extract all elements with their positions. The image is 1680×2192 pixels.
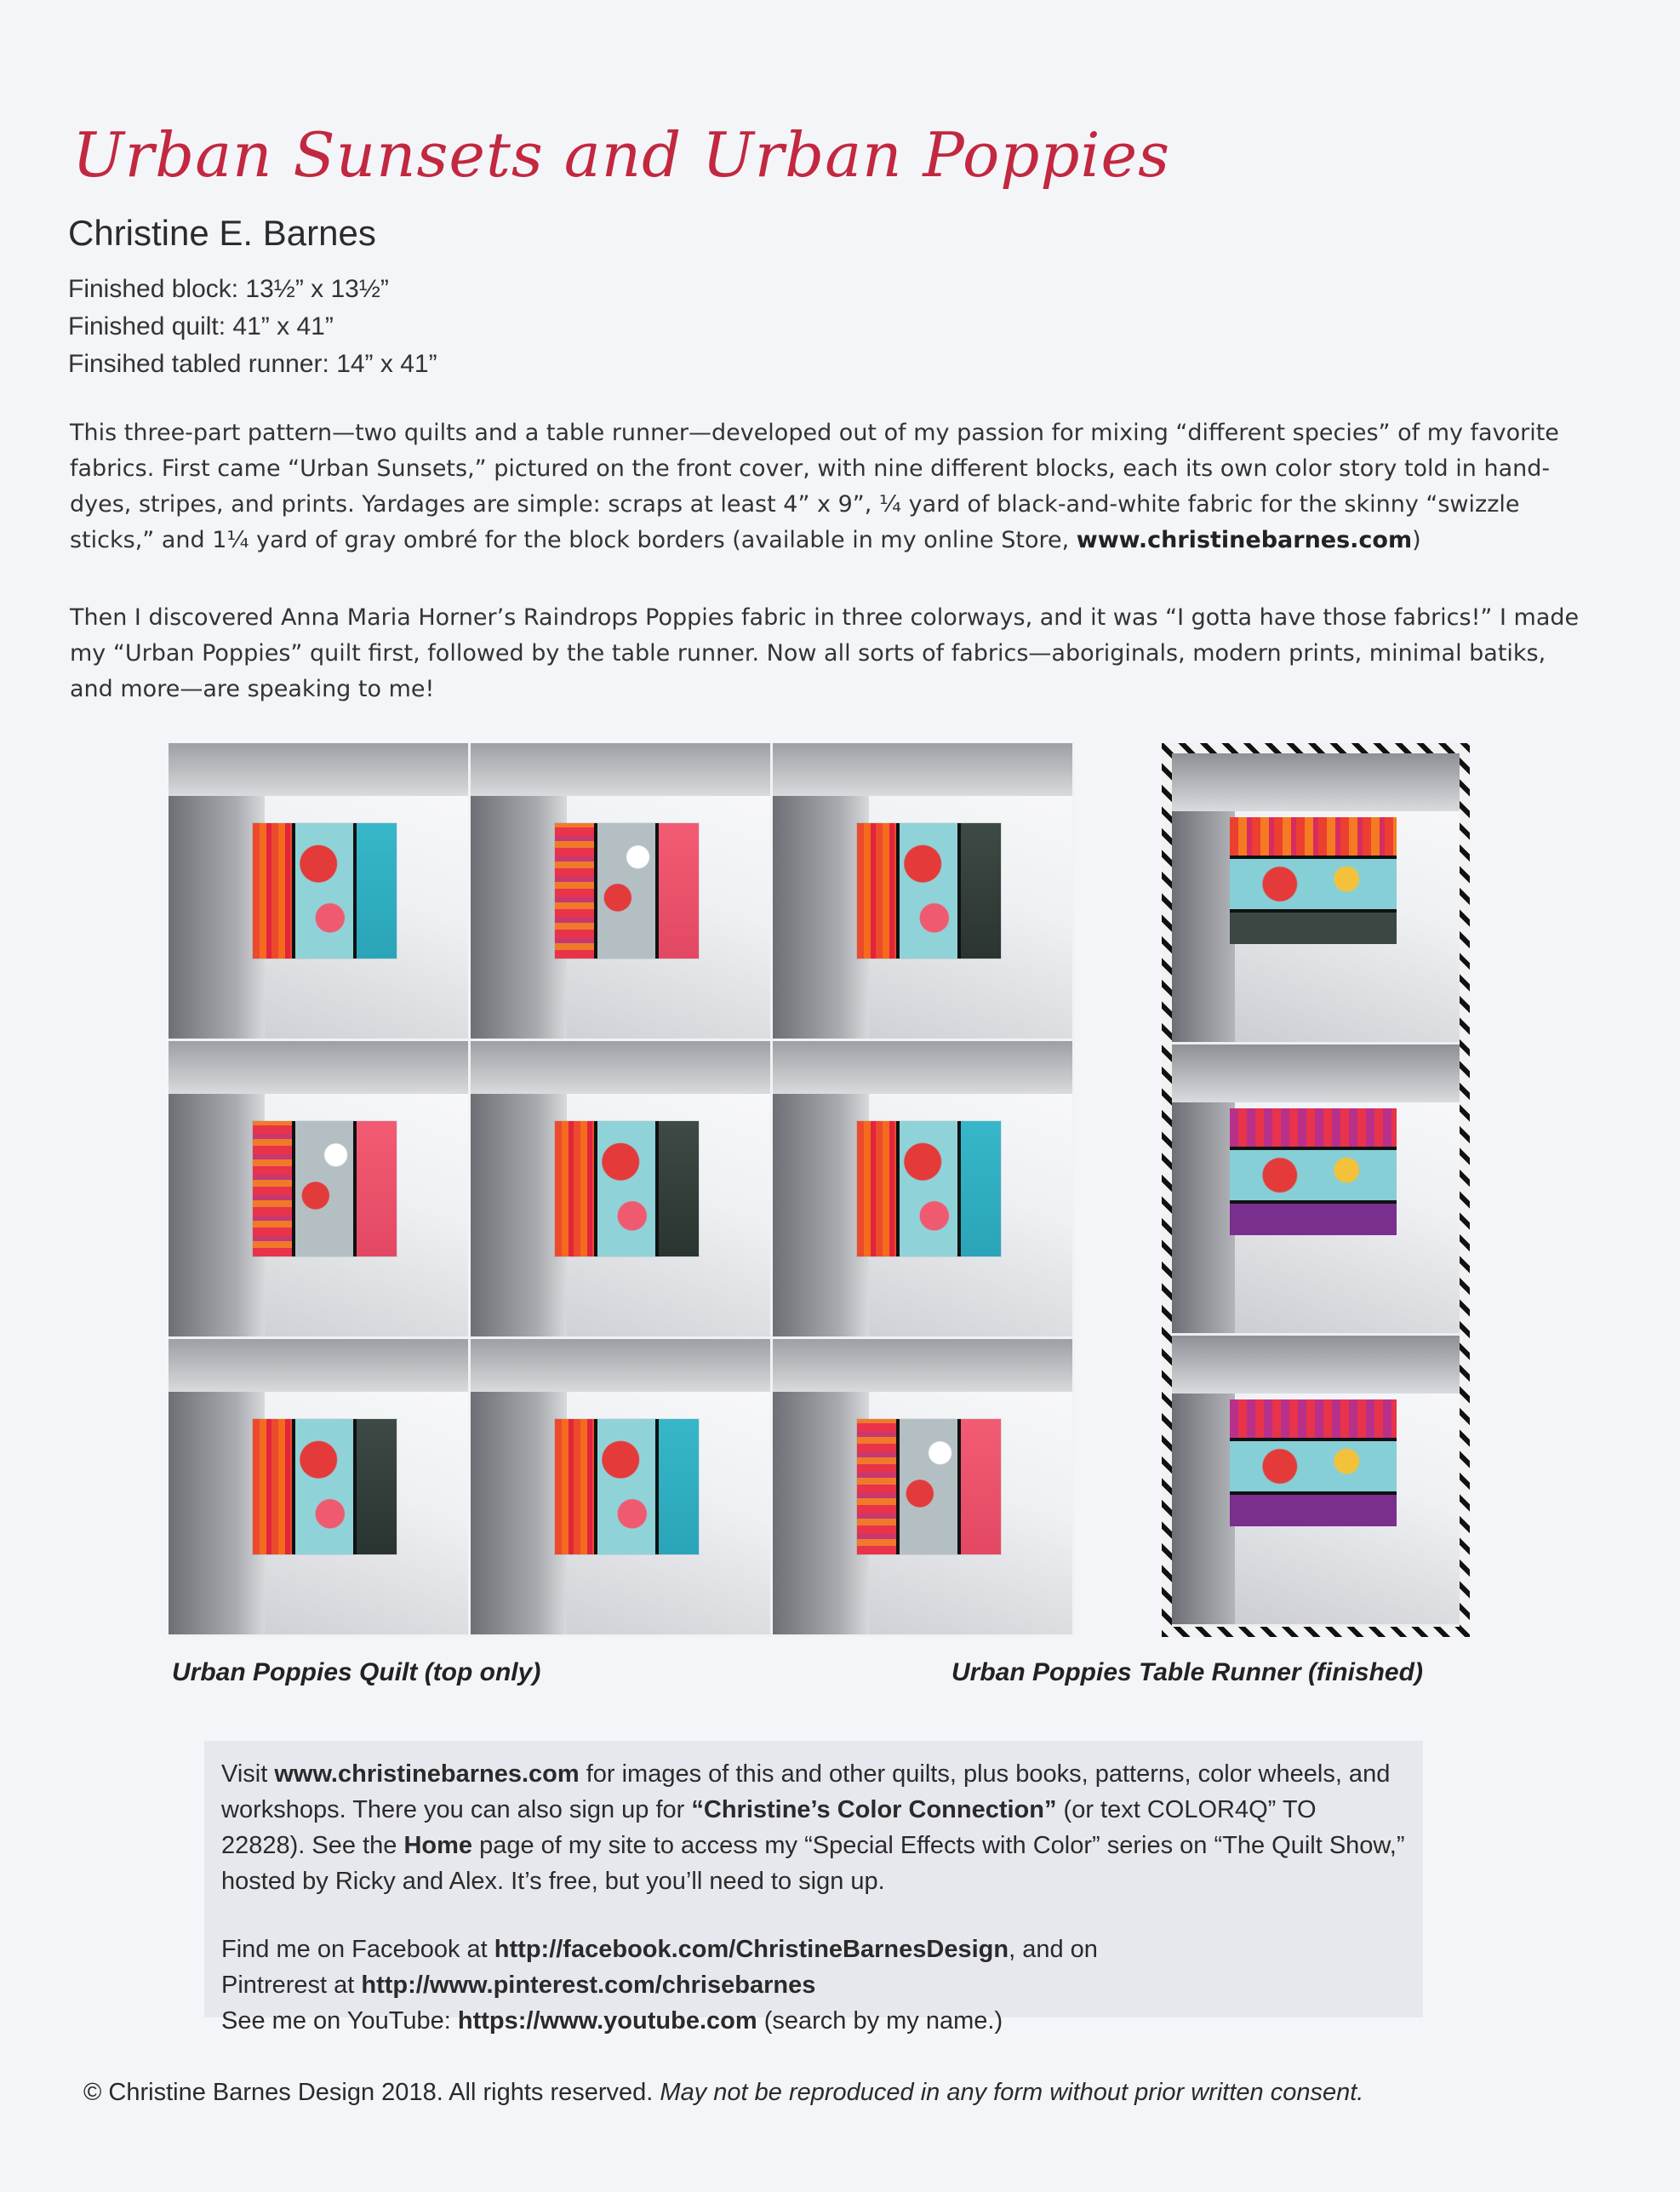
block-patch xyxy=(253,1419,397,1555)
info-text: , and on xyxy=(1009,1936,1098,1963)
youtube-line xyxy=(221,2003,1406,2039)
info-text: page of my site to access my “Special Effects with Color” series on “The Quilt Show,” hosted by Ricky and Alex. It’s free, but you’ll need to sign up. xyxy=(221,1832,1405,1895)
pinterest-line xyxy=(221,1967,1406,2003)
runner-caption: Urban Poppies Table Runner (finished) xyxy=(951,1658,1423,1686)
quilt-block xyxy=(169,1041,471,1339)
intro-paragraph-1 xyxy=(70,415,1593,558)
spec-quilt-size: Finished quilt: 41” x 41” xyxy=(68,312,334,341)
quilt-block xyxy=(169,1339,471,1637)
youtube-link[interactable]: https://www.youtube.com xyxy=(457,2007,757,2035)
facebook-line xyxy=(221,1932,1406,1967)
runner-patch xyxy=(1230,1108,1397,1235)
spec-block-size: Finished block: 13½” x 13½” xyxy=(68,275,389,303)
info-text: (search by my name.) xyxy=(757,2007,1003,2035)
copyright-text: © Christine Barnes Design 2018. All rights reserved. xyxy=(83,2079,660,2106)
info-text: Find me on Facebook at xyxy=(221,1936,494,1963)
specs-list xyxy=(68,271,437,383)
quilt-block xyxy=(471,1041,773,1339)
block-patch xyxy=(857,1121,1001,1257)
intro-text: This three-part pattern—two quilts and a table runner—developed out of my passion for mixing “different species” of my favorite fabrics. First came “Urban Sunsets,” pictured on the front cover, with nine different blocks, each its own color story told in hand-dyes, stripes, and prints. Yardages are simple: scraps at least 4” x 9”, ¼ yard of black-and-white fabric for the skinny “swizzle sticks,” and 1¼ yard of gray ombré for the block borders (available in my online Store, xyxy=(70,420,1559,553)
info-text: See me on YouTube: xyxy=(221,2007,458,2035)
info-paragraph xyxy=(221,1756,1406,1899)
runner-block xyxy=(1172,1336,1460,1627)
quilt-block xyxy=(471,1339,773,1637)
site-link[interactable]: www.christinebarnes.com xyxy=(1076,527,1413,553)
info-text: Pintrerest at xyxy=(221,1972,362,1999)
info-text: Visit xyxy=(221,1760,275,1788)
info-box xyxy=(204,1741,1423,2035)
intro-paragraph-2: Then I discovered Anna Maria Horner’s Raindrops Poppies fabric in three colorways, and it was “I gotta have those fabrics!” I made my “Urban Poppies” quilt first, followed by the table runner. Now all sorts of fabrics—aboriginals, modern prints, minimal batiks, and more—are speaking to me! xyxy=(70,604,1580,702)
quilt-photo xyxy=(169,743,1075,1637)
quilt-block xyxy=(773,1041,1075,1339)
block-patch xyxy=(253,1121,397,1257)
runner-patch xyxy=(1230,1399,1397,1526)
quilt-caption: Urban Poppies Quilt (top only) xyxy=(172,1658,541,1686)
block-patch xyxy=(857,823,1001,959)
pinterest-link[interactable]: http://www.pinterest.com/chrisebarnes xyxy=(361,1972,816,1999)
color-connection-link[interactable]: “Christine’s Color Connection” xyxy=(691,1796,1057,1823)
home-link[interactable]: Home xyxy=(403,1832,473,1859)
site-link[interactable]: www.christinebarnes.com xyxy=(274,1760,580,1788)
quilt-block xyxy=(471,743,773,1041)
runner-block xyxy=(1172,1044,1460,1336)
quilt-block xyxy=(169,743,471,1041)
spec-runner-size: Finsihed tabled runner: 14” x 41” xyxy=(68,350,437,378)
block-patch xyxy=(555,1121,699,1257)
quilt-block xyxy=(773,743,1075,1041)
runner-block xyxy=(1172,753,1460,1044)
page-title: Urban Sunsets and Urban Poppies xyxy=(72,119,1171,191)
copyright-footer xyxy=(83,2079,1363,2107)
runner-patch xyxy=(1230,817,1397,944)
quilt-block xyxy=(773,1339,1075,1637)
info-text: for images of this and other quilts, plus books, patterns, color wheels, and workshops. There you can also sign up for xyxy=(221,1760,1391,1823)
table-runner-photo xyxy=(1162,743,1470,1637)
block-patch xyxy=(253,823,397,959)
reproduction-notice: May not be reproduced in any form without prior written consent. xyxy=(660,2079,1364,2106)
info-text: (or text COLOR4Q” TO 22828). See the xyxy=(221,1796,1317,1859)
block-patch xyxy=(555,1419,699,1555)
block-patch xyxy=(857,1419,1001,1555)
intro-end: ) xyxy=(1412,527,1421,553)
author-name: Christine E. Barnes xyxy=(68,213,376,253)
block-patch xyxy=(555,823,699,959)
facebook-link[interactable]: http://facebook.com/ChristineBarnesDesign xyxy=(494,1936,1009,1963)
